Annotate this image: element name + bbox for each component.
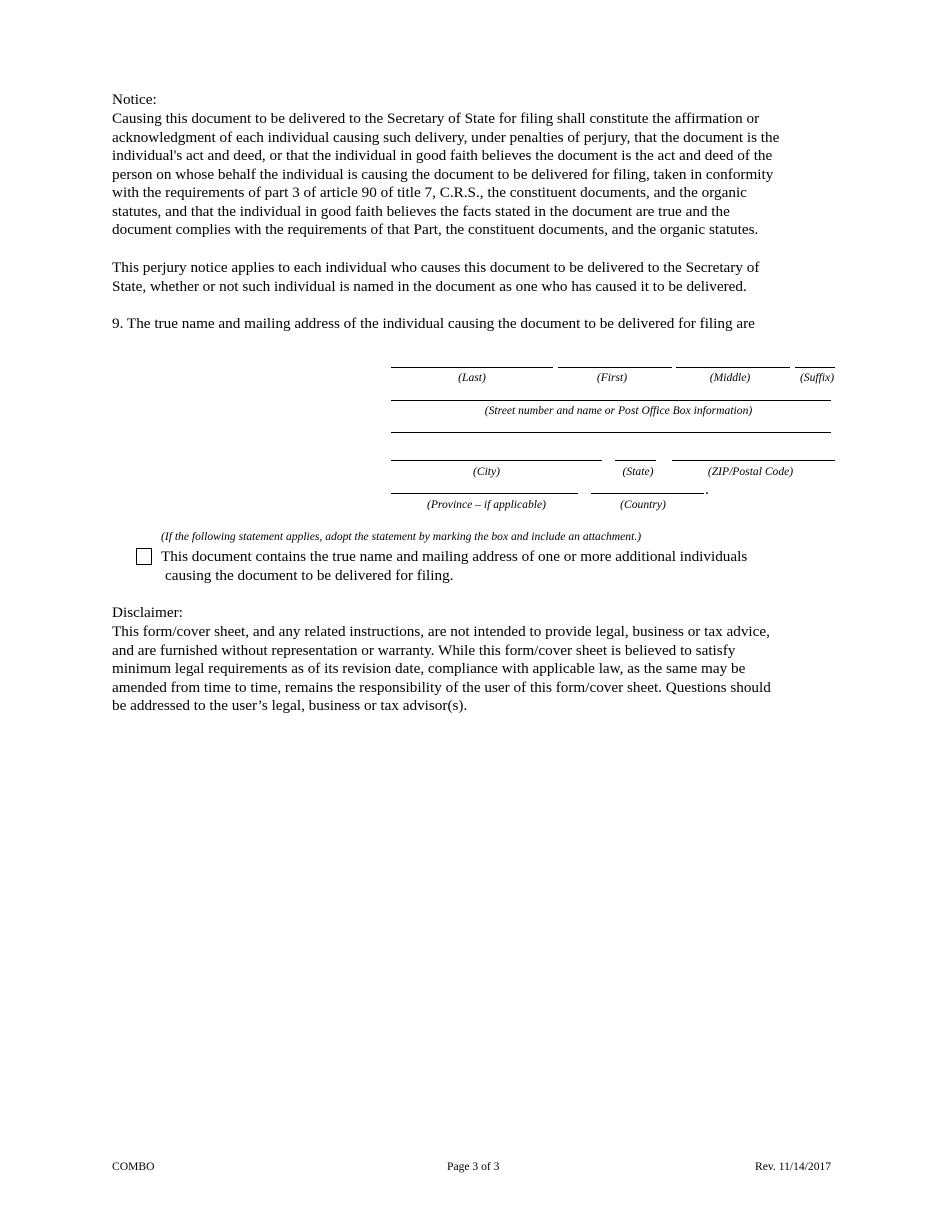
- notice-line: individual's act and deed, or that the individual in good faith believes the document is the act and deed of the: [112, 147, 773, 164]
- zip-label: (ZIP/Postal Code): [707, 465, 794, 478]
- state-field[interactable]: [615, 460, 656, 461]
- period: .: [705, 481, 709, 498]
- province-field[interactable]: [391, 493, 578, 494]
- first-name-field[interactable]: [558, 367, 672, 368]
- city-label: (City): [472, 465, 501, 478]
- last-label: (Last): [458, 371, 486, 384]
- disclaimer-line: and are furnished without representation or warranty. While this form/cover sheet is believed to satisfy: [112, 641, 736, 659]
- attachment-statement-line-1: This document contains the true name and mailing address of one or more additional individuals: [161, 548, 748, 565]
- attachment-statement-line-2: causing the document to be delivered for filing.: [165, 566, 454, 584]
- notice-line: with the requirements of part 3 of article 90 of title 7, C.R.S., the constituent documents, and the organic: [112, 184, 747, 201]
- notice-heading: Notice:: [112, 91, 157, 108]
- street-field-line-2[interactable]: [391, 432, 831, 433]
- item-9-text: 9. The true name and mailing address of the individual causing the document to be delivered for filing are: [112, 315, 755, 332]
- city-field[interactable]: [391, 460, 602, 461]
- last-name-field[interactable]: [391, 367, 553, 368]
- footer-revision: Rev. 11/14/2017: [755, 1160, 832, 1173]
- suffix-label: (Suffix): [799, 371, 835, 384]
- disclaimer-line: amended from time to time, remains the responsibility of the user of this form/cover sheet. Questions should: [112, 678, 771, 696]
- middle-name-field[interactable]: [676, 367, 790, 368]
- country-field[interactable]: [591, 493, 704, 494]
- perjury-line: This perjury notice applies to each individual who causes this document to be delivered to the Secretary of: [112, 259, 760, 276]
- zip-field[interactable]: [672, 460, 835, 461]
- province-label: (Province – if applicable): [426, 498, 546, 511]
- notice-line: acknowledgment of each individual causing such delivery, under penalties of perjury, that the document is the: [112, 128, 780, 146]
- country-label: (Country): [620, 498, 666, 511]
- additional-individuals-checkbox[interactable]: [136, 548, 152, 565]
- middle-label: (Middle): [709, 371, 751, 384]
- notice-line: document complies with the requirements of that Part, the constituent documents, and the organic statutes.: [112, 221, 759, 238]
- street-field[interactable]: [391, 400, 831, 401]
- perjury-line: State, whether or not such individual is named in the document as one who has caused it to be delivered.: [112, 277, 747, 295]
- first-label: (First): [596, 371, 628, 384]
- disclaimer-line: minimum legal requirements as of its revision date, compliance with applicable law, as the same may be: [112, 660, 746, 677]
- notice-line: Causing this document to be delivered to the Secretary of State for filing shall constitute the affirmation or: [112, 110, 760, 127]
- state-label: (State): [622, 465, 654, 478]
- suffix-field[interactable]: [795, 367, 835, 368]
- notice-line: statutes, and that the individual in good faith believes the facts stated in the document are true and the: [112, 202, 730, 220]
- street-label: (Street number and name or Post Office Box information): [484, 404, 753, 417]
- disclaimer-line: This form/cover sheet, and any related instructions, are not intended to provide legal, business or tax advice,: [112, 623, 770, 640]
- attachment-instruction: (If the following statement applies, adopt the statement by marking the box and include an attachment.): [161, 530, 642, 543]
- footer-page-number: Page 3 of 3: [447, 1160, 500, 1173]
- footer-form-code: COMBO: [112, 1160, 155, 1173]
- disclaimer-heading: Disclaimer:: [112, 604, 183, 621]
- disclaimer-line: be addressed to the user’s legal, business or tax advisor(s).: [112, 697, 468, 714]
- notice-line: person on whose behalf the individual is causing the document to be delivered for filing, taken in conformity: [112, 165, 774, 183]
